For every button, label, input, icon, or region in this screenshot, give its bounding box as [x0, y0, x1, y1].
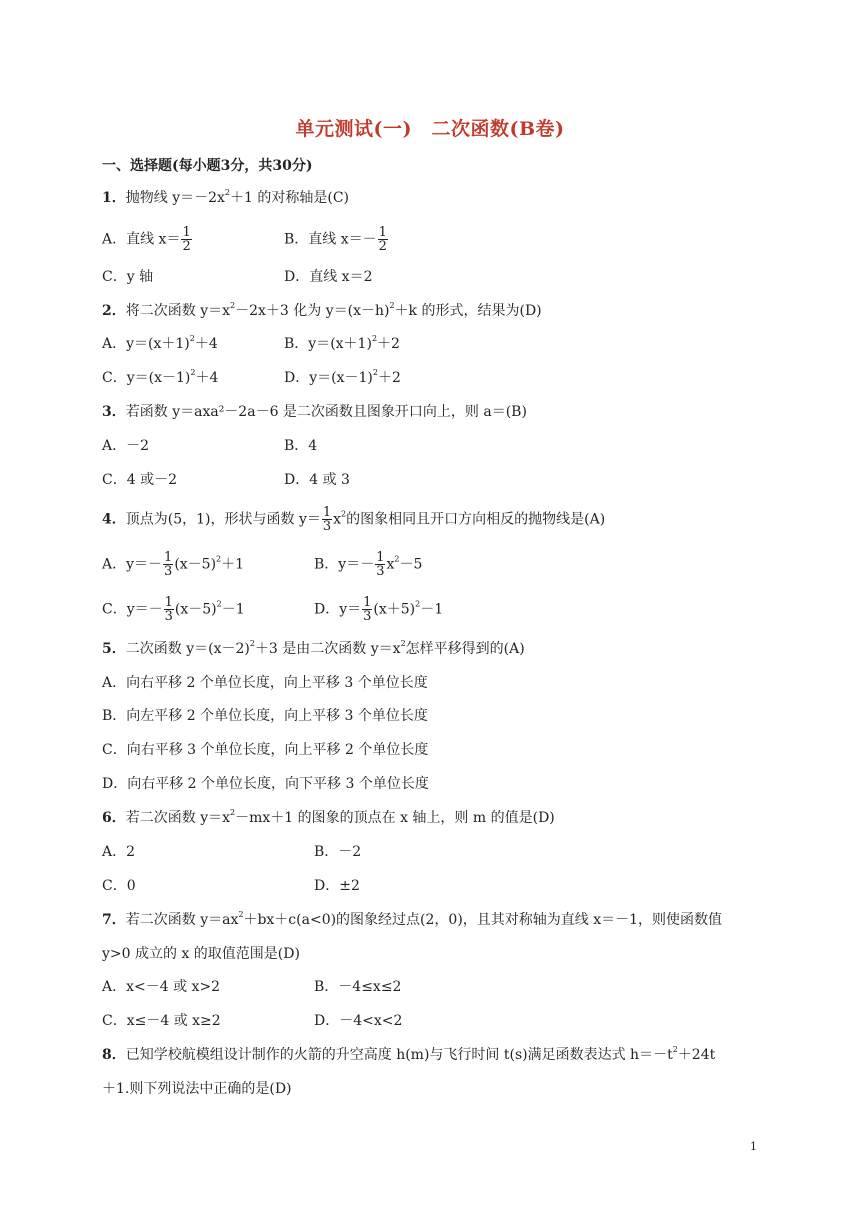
fraction: $\frac{1}{3}$	[376, 550, 385, 579]
q5-option-c: C．向右平移 3 个单位长度，向上平移 2 个单位长度	[102, 742, 429, 758]
question-5: 5．二次函数 $y=(x-2)^2+3$ 是由二次函数 $y=x^2$怎样平移得到的(A)	[102, 639, 525, 657]
question-1: 1．抛物线 $y=-2x^2+1$ 的对称轴是(C)	[102, 188, 350, 206]
q7-option-a: A．x<－4 或 x>2	[102, 979, 221, 995]
q5-option-b: B．向左平移 2 个单位长度，向上平移 3 个单位长度	[102, 708, 428, 724]
section-heading: 一、选择题(每小题3分，共30分)	[102, 158, 313, 174]
q2-option-d: D．$y=(x-1)^2+2$	[284, 368, 401, 386]
question-7-continued: y>0 成立的 x 的取值范围是(D)	[102, 946, 300, 962]
q7-option-b: B．－4≤x≤2	[314, 979, 402, 995]
q4-option-c: C．y＝－ $\frac{1}{3}$ $(x-5)^2-1$	[102, 595, 245, 624]
q7-option-d: D．－4<x<2	[314, 1013, 403, 1029]
q7-option-c: C．x≤－4 或 x≥2	[102, 1013, 221, 1029]
question-number: 1．	[102, 190, 126, 206]
q5-option-d: D．向右平移 2 个单位长度，向下平移 3 个单位长度	[102, 776, 429, 792]
q1-option-c: C．y 轴	[102, 269, 154, 285]
question-8: 8．已知学校航模组设计制作的火箭的升空高度 h(m)与飞行时间 t(s)满足函数表达式 $h=-t^2+24t$	[102, 1045, 716, 1063]
fraction: $\frac{1}{3}$	[164, 550, 173, 579]
q4-option-b: B．y＝－ $\frac{1}{3}$ $x^2-5$	[314, 550, 423, 579]
page-title: 单元测试(一) 二次函数(B卷)	[295, 118, 565, 140]
fraction: $\frac{1}{2}$	[182, 225, 191, 254]
fraction: $\frac{1}{3}$	[164, 595, 173, 624]
q3-option-a: A．－2	[102, 438, 150, 454]
q6-option-b: B．－2	[314, 844, 362, 860]
q6-option-c: C．0	[102, 878, 136, 894]
q3-option-b: B．4	[284, 438, 318, 454]
q1-option-a: A．直线 x＝ $\frac{1}{2}$	[102, 225, 191, 254]
q2-option-b: B．$y=(x+1)^2+2$	[284, 334, 400, 352]
q6-option-d: D．±2	[314, 878, 360, 894]
q3-option-c: C．4 或－2	[102, 472, 177, 488]
question-7: 7．若二次函数 $y=ax^2+bx+c(a<0)$的图象经过点(2，0)，且其对称轴为直线 x＝－1，则使函数值	[102, 910, 723, 928]
q2-option-a: A．$y=(x+1)^2+4$	[102, 334, 218, 352]
q4-option-a: A．y＝－ $\frac{1}{3}$ $(x-5)^2+1$	[102, 550, 245, 579]
q6-option-a: A．2	[102, 844, 136, 860]
q2-option-c: C．$y=(x-1)^2+4$	[102, 368, 219, 386]
q1-option-d: D．直线 x＝2	[284, 269, 373, 285]
fraction: $\frac{1}{2}$	[378, 225, 387, 254]
q5-option-a: A．向右平移 2 个单位长度，向上平移 3 个单位长度	[102, 675, 428, 691]
question-6: 6．若二次函数 $y=x^2-mx+1$ 的图象的顶点在 x 轴上，则 m 的值是(D)	[102, 808, 555, 826]
page-number: 1	[750, 1140, 757, 1153]
question-8-continued: ＋1.则下列说法中正确的是(D)	[102, 1081, 292, 1097]
fraction: $\frac{1}{3}$	[322, 505, 332, 534]
question-2: 2．将二次函数 $y=x^2-2x+3$ 化为 $y=(x-h)^2+k$ 的形式，结果为(D)	[102, 301, 542, 319]
question-3: 3．若函数 y＝axa²－2a－6 是二次函数且图象开口向上，则 a＝(B)	[102, 404, 527, 420]
q1-option-b: B．直线 x＝－ $\frac{1}{2}$	[284, 225, 387, 254]
question-4: 4．顶点为(5，1)，形状与函数 y＝ $\frac{1}{3}$ $x^2$的图象相同且开口方向相反的抛物线是(A)	[102, 505, 606, 534]
fraction: $\frac{1}{3}$	[363, 595, 372, 624]
q4-option-d: D．y＝ $\frac{1}{3}$ $(x+5)^2-1$	[314, 595, 444, 624]
q3-option-d: D．4 或 3	[284, 472, 350, 488]
